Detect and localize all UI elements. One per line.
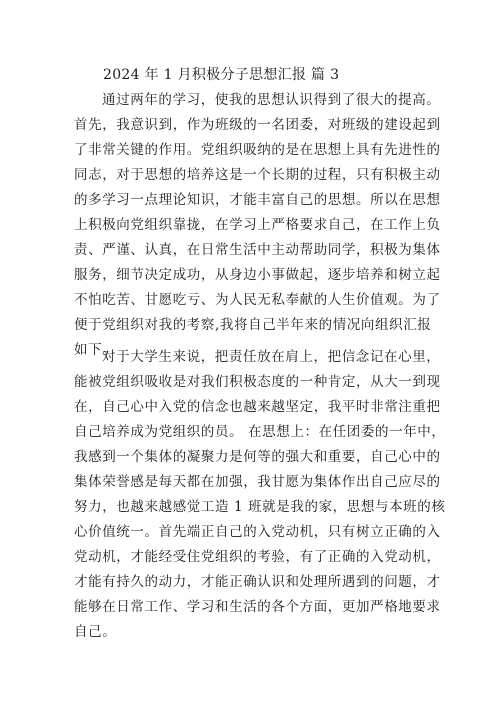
- text-line: 首先，我意识到，作为班级的一名团委，对班级的建设起到: [74, 117, 441, 133]
- text-line: 对于大学生来说，把责任放在肩上，把信念记在心里，: [102, 349, 441, 365]
- text-line: 通过两年的学习，使我的思想认识得到了很大的提高。: [102, 92, 441, 108]
- text-line: 能被党组织吸收是对我们积极态度的一种肯定，从大一到现: [74, 374, 441, 390]
- text-line: 服务，细节决定成功，从身边小事做起，逐步培养和树立起: [74, 267, 441, 283]
- text-line: 便于党组织对我的考察,我将自己半年来的情况向组织汇报: [74, 317, 432, 333]
- text-line: 上积极向党组织靠拢，在学习上严格要求自己，在工作上负: [74, 217, 441, 233]
- text-line: 不怕吃苦、甘愿吃亏、为人民无私奉献的人生价值观。为了: [74, 292, 441, 308]
- text-line: 的多学习一点理论知识，才能丰富自己的思想。所以在思想: [74, 192, 441, 208]
- text-line: 在，自己心中入党的信念也越来越坚定，我平时非常注重把: [74, 399, 441, 415]
- text-line: 党动机，才能经受住党组织的考验，有了正确的入党动机，: [74, 549, 441, 565]
- document-title: 2024 年 1 月积极分子思想汇报 篇 3: [103, 67, 340, 83]
- text-line: 如下。: [74, 342, 117, 358]
- text-line: 自己。: [74, 624, 117, 640]
- text-line: 自己培养成为党组织的员。 在思想上：在任团委的一年中，: [74, 424, 446, 440]
- text-line: 努力，也越来越感觉工造 1 班就是我的家，思想与本班的核: [74, 499, 446, 515]
- text-line: 同志，对于思想的培养这是一个长期的过程，只有积极主动: [74, 167, 441, 183]
- text-line: 集体荣誉感是每天都在加强，我甘愿为集体作出自己应尽的: [74, 474, 441, 490]
- text-line: 了非常关键的作用。党组织吸纳的是在思想上具有先进性的: [74, 142, 441, 158]
- text-line: 心价值统一。首先端正自己的入党动机，只有树立正确的入: [74, 524, 441, 540]
- paragraph-2: [74, 345, 444, 645]
- text-line: 能够在日常工作、学习和生活的各个方面，更加严格地要求: [74, 599, 441, 615]
- paragraph-1: [74, 88, 444, 363]
- text-line: 责、严谨、认真，在日常生活中主动帮助同学，积极为集体: [74, 242, 441, 258]
- text-line: 才能有持久的动力，才能正确认识和处理所遇到的问题，才: [74, 574, 441, 590]
- text-line: 我感到一个集体的凝聚力是何等的强大和重要，自己心中的: [74, 449, 441, 465]
